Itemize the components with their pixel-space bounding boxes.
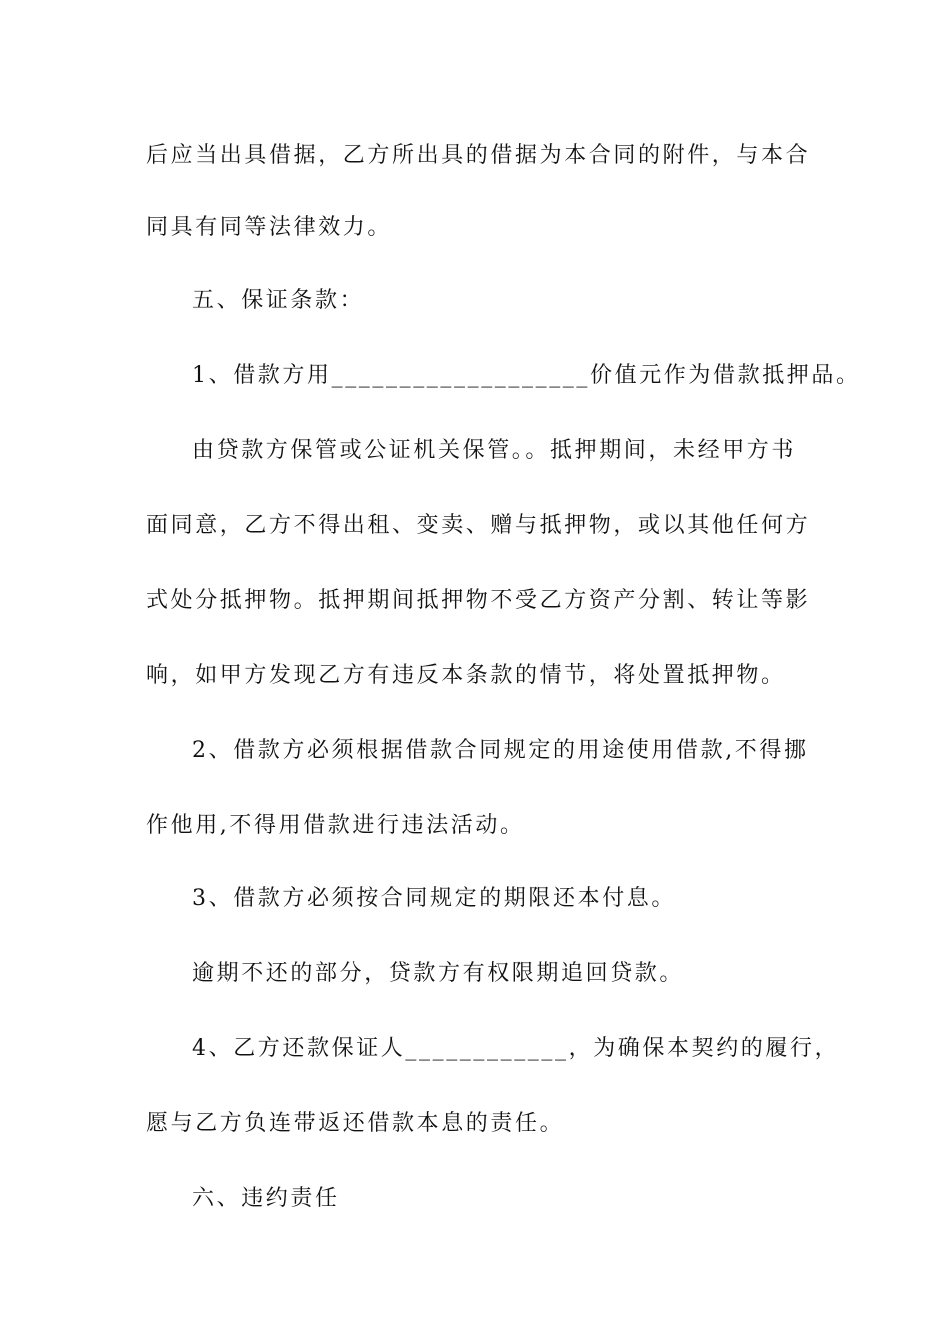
paragraph-line: 逾期不还的部分，贷款方有权限期追回贷款。 <box>192 961 685 986</box>
paragraph-line: 面同意，乙方不得出租、变卖、赠与抵押物，或以其他任何方 <box>146 513 811 538</box>
paragraph-line: 同具有同等法律效力。 <box>146 215 393 240</box>
paragraph-line: 愿与乙方负连带返还借款本息的责任。 <box>146 1111 565 1136</box>
clause-line: 2、借款方必须根据借款合同规定的用途使用借款,不得挪 <box>192 738 809 763</box>
clause-line: 4、乙方还款保证人____________，为确保本契约的履行， <box>192 1036 840 1061</box>
paragraph-line: 作他用,不得用借款进行违法活动。 <box>146 813 525 838</box>
paragraph-line: 响，如甲方发现乙方有违反本条款的情节，将处置抵押物。 <box>146 663 786 688</box>
section-heading: 六、违约责任 <box>192 1186 340 1211</box>
paragraph-line: 式处分抵押物。抵押期间抵押物不受乙方资产分割、转让等影 <box>146 588 811 613</box>
section-heading: 五、保证条款： <box>192 288 365 313</box>
paragraph-line: 由贷款方保管或公证机关保管。。抵押期间，未经甲方书 <box>192 438 797 463</box>
clause-line: 3、借款方必须按合同规定的期限还本付息。 <box>192 886 676 911</box>
paragraph-line: 后应当出具借据，乙方所出具的借据为本合同的附件，与本合 <box>146 143 811 168</box>
clause-line: 1、借款方用___________________价值元作为借款抵押品。 <box>192 363 861 388</box>
